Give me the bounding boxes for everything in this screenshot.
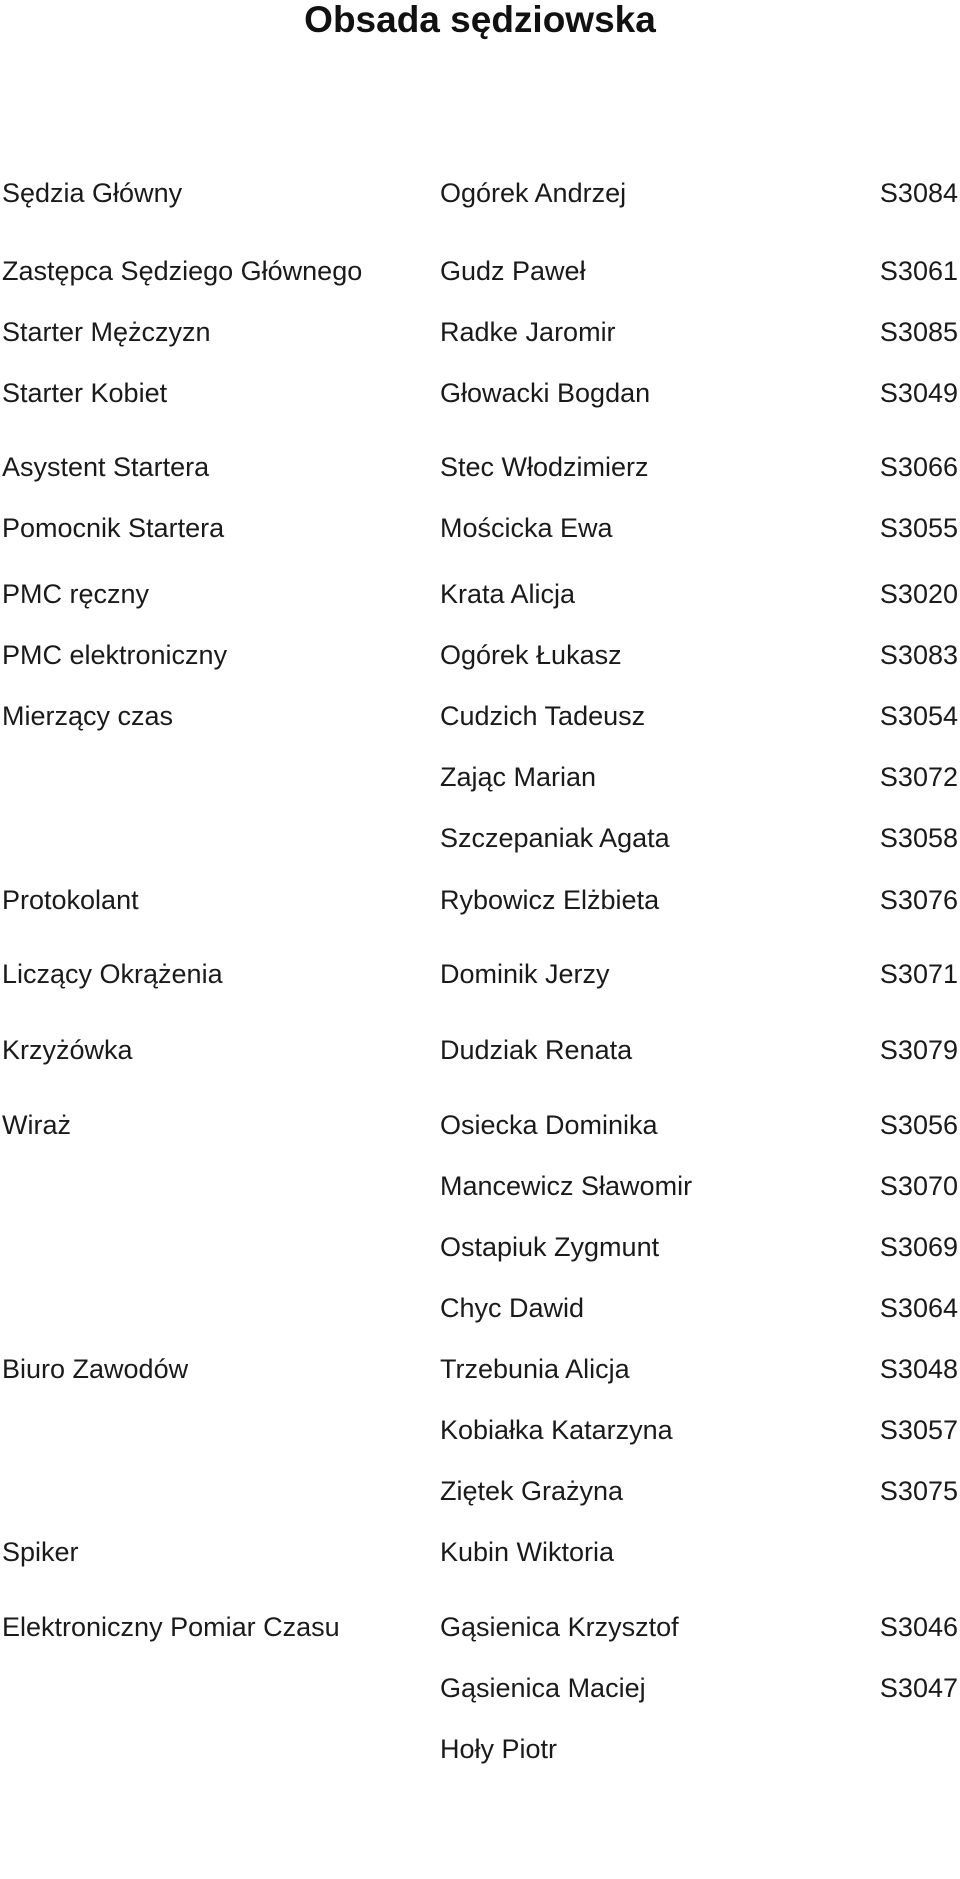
table-row: [0, 1534, 960, 1570]
table-row: [0, 314, 960, 350]
table-row: [0, 1290, 960, 1326]
name-cell: Głowacki Bogdan: [440, 378, 651, 408]
code-cell: S3066: [879, 452, 958, 482]
code-cell: S3055: [879, 513, 958, 543]
table-row: [0, 1229, 960, 1265]
name-cell: Hoły Piotr: [440, 1734, 558, 1764]
name-cell: Mancewicz Sławomir: [440, 1171, 693, 1201]
name-cell: Zając Marian: [440, 762, 597, 792]
name-cell: Cudzich Tadeusz: [440, 701, 646, 731]
role-cell: Protokolant: [2, 885, 139, 915]
table-row: [0, 637, 960, 673]
code-cell: S3085: [879, 317, 958, 347]
code-cell: S3069: [879, 1232, 958, 1262]
table-row: [0, 820, 960, 856]
table-row: [0, 1032, 960, 1068]
table-row: [0, 449, 960, 485]
table-row: [0, 375, 960, 411]
table-row: [0, 1351, 960, 1387]
code-cell: S3083: [879, 640, 958, 670]
table-row: [0, 576, 960, 612]
name-cell: Rybowicz Elżbieta: [440, 885, 660, 915]
code-cell: S3057: [879, 1415, 958, 1445]
role-cell: Krzyżówka: [2, 1035, 133, 1065]
role-cell: Spiker: [2, 1537, 79, 1567]
name-cell: Gąsienica Krzysztof: [440, 1612, 679, 1642]
role-cell: Asystent Startera: [2, 452, 210, 482]
code-cell: S3070: [879, 1171, 958, 1201]
name-cell: Krata Alicja: [440, 579, 576, 609]
table-row: [0, 882, 960, 918]
code-cell: S3020: [879, 579, 958, 609]
code-cell: S3071: [879, 959, 958, 989]
name-cell: Szczepaniak Agata: [440, 823, 670, 853]
name-cell: Kubin Wiktoria: [440, 1537, 615, 1567]
code-cell: S3049: [879, 378, 958, 408]
code-cell: S3064: [879, 1293, 958, 1323]
name-cell: Ogórek Andrzej: [440, 178, 627, 208]
name-cell: Ostapiuk Zygmunt: [440, 1232, 660, 1262]
table-row: [0, 759, 960, 795]
name-cell: Radke Jaromir: [440, 317, 616, 347]
role-cell: Liczący Okrążenia: [2, 959, 223, 989]
name-cell: Trzebunia Alicja: [440, 1354, 630, 1384]
role-cell: PMC ręczny: [2, 579, 150, 609]
table-row: [0, 956, 960, 992]
name-cell: Ziętek Grażyna: [440, 1476, 624, 1506]
role-cell: Starter Kobiet: [2, 378, 168, 408]
name-cell: Mościcka Ewa: [440, 513, 613, 543]
name-cell: Ogórek Łukasz: [440, 640, 622, 670]
code-cell: S3047: [879, 1673, 958, 1703]
code-cell: S3054: [879, 701, 958, 731]
role-cell: Zastępca Sędziego Głównego: [2, 256, 363, 286]
table-row: [0, 1107, 960, 1143]
role-cell: Sędzia Główny: [2, 178, 183, 208]
table-row: [0, 175, 960, 211]
code-cell: S3046: [879, 1612, 958, 1642]
table-row: [0, 510, 960, 546]
table-row: [0, 1473, 960, 1509]
table-row: [0, 1168, 960, 1204]
table-row: [0, 1731, 960, 1767]
table-row: [0, 1609, 960, 1645]
code-cell: S3048: [879, 1354, 958, 1384]
page-title: Obsada sędziowska: [304, 0, 656, 40]
code-cell: S3075: [879, 1476, 958, 1506]
code-cell: S3079: [879, 1035, 958, 1065]
role-cell: Wiraż: [2, 1110, 71, 1140]
code-cell: S3058: [879, 823, 958, 853]
code-cell: S3076: [879, 885, 958, 915]
role-cell: Elektroniczny Pomiar Czasu: [2, 1612, 340, 1642]
name-cell: Dudziak Renata: [440, 1035, 633, 1065]
code-cell: S3056: [879, 1110, 958, 1140]
code-cell: S3084: [879, 178, 958, 208]
name-cell: Stec Włodzimierz: [440, 452, 649, 482]
name-cell: Dominik Jerzy: [440, 959, 610, 989]
table-row: [0, 253, 960, 289]
role-cell: Pomocnik Startera: [2, 513, 225, 543]
name-cell: Kobiałka Katarzyna: [440, 1415, 673, 1445]
table-row: [0, 1670, 960, 1706]
table-row: [0, 698, 960, 734]
name-cell: Osiecka Dominika: [440, 1110, 658, 1140]
table-row: [0, 1412, 960, 1448]
name-cell: Chyc Dawid: [440, 1293, 585, 1323]
name-cell: Gąsienica Maciej: [440, 1673, 646, 1703]
name-cell: Gudz Paweł: [440, 256, 586, 286]
role-cell: Starter Mężczyzn: [2, 317, 211, 347]
role-cell: Biuro Zawodów: [2, 1354, 189, 1384]
role-cell: PMC elektroniczny: [2, 640, 228, 670]
code-cell: S3061: [879, 256, 958, 286]
code-cell: S3072: [879, 762, 958, 792]
role-cell: Mierzący czas: [2, 701, 174, 731]
